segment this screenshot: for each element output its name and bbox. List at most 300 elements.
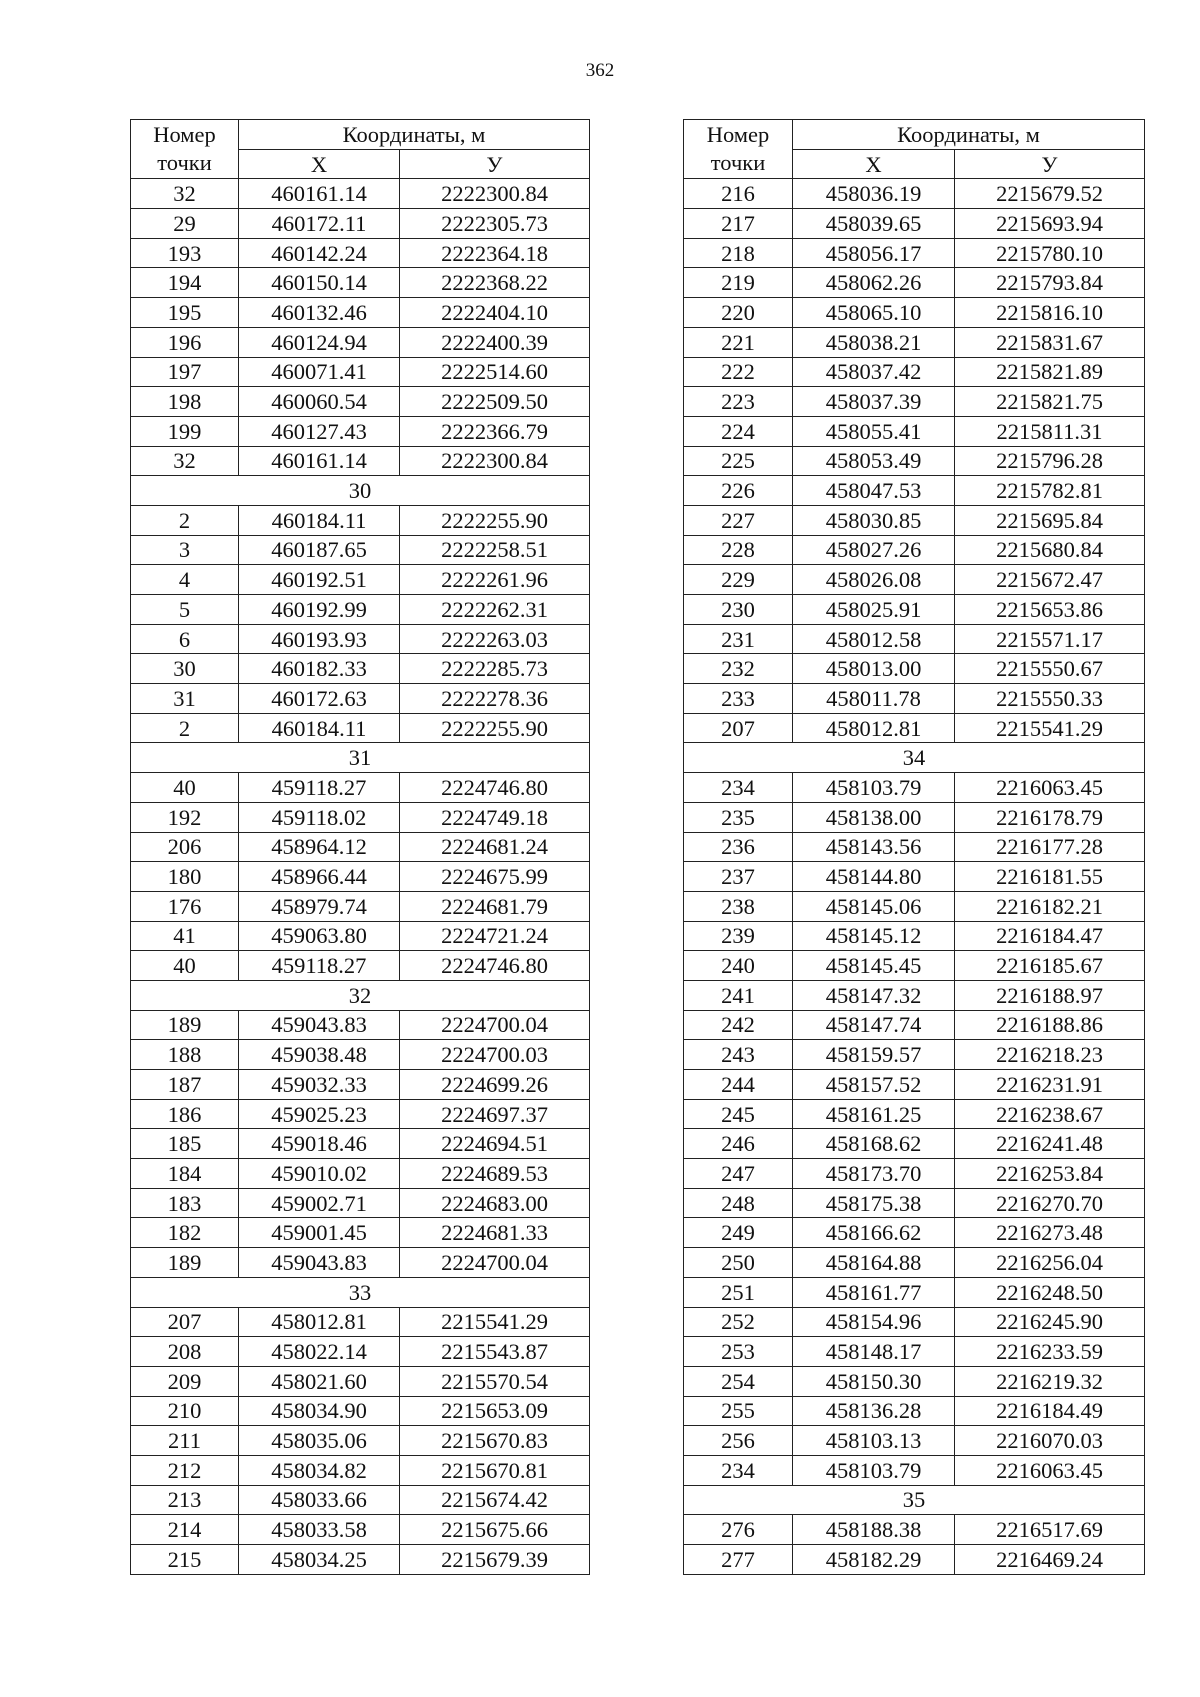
table-row: [684, 238, 1145, 268]
table-row: [131, 1188, 590, 1218]
y-coordinate-cell: 2224749.18: [400, 802, 590, 832]
x-coordinate-cell: 458012.81: [793, 713, 955, 743]
coordinates-table-right: [683, 119, 1145, 1575]
x-coordinate-cell: 460193.93: [239, 624, 400, 654]
section-row: [131, 980, 590, 1010]
point-number-cell: 41: [131, 921, 239, 951]
table-row: [684, 773, 1145, 803]
table-row: [131, 1218, 590, 1248]
section-number: 32: [131, 980, 590, 1010]
y-coordinate-cell: 2222400.39: [400, 327, 590, 357]
y-coordinate-cell: 2222364.18: [400, 238, 590, 268]
x-coordinate-cell: 458037.39: [793, 387, 955, 417]
table-row: [684, 476, 1145, 506]
y-coordinate-cell: 2216469.24: [955, 1545, 1145, 1575]
x-coordinate-cell: 458038.21: [793, 327, 955, 357]
point-number-cell: 243: [684, 1040, 793, 1070]
point-number-cell: 225: [684, 446, 793, 476]
y-coordinate-cell: 2215679.39: [400, 1545, 590, 1575]
table-row: [131, 1515, 590, 1545]
y-coordinate-cell: 2222255.90: [400, 713, 590, 743]
table-row: [131, 773, 590, 803]
table-row: [131, 1248, 590, 1278]
x-coordinate-cell: 458056.17: [793, 238, 955, 268]
y-coordinate-cell: 2215782.81: [955, 476, 1145, 506]
table-row: [684, 1129, 1145, 1159]
y-coordinate-cell: 2215811.31: [955, 416, 1145, 446]
y-coordinate-cell: 2215674.42: [400, 1485, 590, 1515]
table-row: [131, 1307, 590, 1337]
x-coordinate-cell: 458103.13: [793, 1426, 955, 1456]
y-coordinate-cell: 2224681.24: [400, 832, 590, 862]
x-coordinate-cell: 458033.66: [239, 1485, 400, 1515]
x-coordinate-cell: 460184.11: [239, 505, 400, 535]
table-row: [684, 209, 1145, 239]
table-row: [684, 1455, 1145, 1485]
x-coordinate-cell: 458055.41: [793, 416, 955, 446]
point-number-cell: 211: [131, 1426, 239, 1456]
header-x: X: [239, 149, 400, 179]
table-row: [131, 505, 590, 535]
table-row: [684, 1277, 1145, 1307]
point-number-cell: 236: [684, 832, 793, 862]
y-coordinate-cell: 2216218.23: [955, 1040, 1145, 1070]
table-row: [131, 1485, 590, 1515]
x-coordinate-cell: 458161.25: [793, 1099, 955, 1129]
y-coordinate-cell: 2215793.84: [955, 268, 1145, 298]
x-coordinate-cell: 458188.38: [793, 1515, 955, 1545]
section-row: [131, 743, 590, 773]
y-coordinate-cell: 2216248.50: [955, 1277, 1145, 1307]
x-coordinate-cell: 458150.30: [793, 1366, 955, 1396]
table-row: [684, 327, 1145, 357]
y-coordinate-cell: 2222366.79: [400, 416, 590, 446]
point-number-cell: 32: [131, 179, 239, 209]
x-coordinate-cell: 458159.57: [793, 1040, 955, 1070]
point-number-cell: 186: [131, 1099, 239, 1129]
y-coordinate-cell: 2216184.47: [955, 921, 1145, 951]
table-row: [684, 862, 1145, 892]
point-number-cell: 277: [684, 1545, 793, 1575]
point-number-cell: 229: [684, 565, 793, 595]
point-number-cell: 234: [684, 773, 793, 803]
x-coordinate-cell: 460161.14: [239, 446, 400, 476]
point-number-cell: 209: [131, 1366, 239, 1396]
header-point-number: Номер точки: [131, 120, 239, 179]
point-number-cell: 218: [684, 238, 793, 268]
x-coordinate-cell: 460071.41: [239, 357, 400, 387]
point-number-cell: 230: [684, 595, 793, 625]
y-coordinate-cell: 2224694.51: [400, 1129, 590, 1159]
x-coordinate-cell: 459043.83: [239, 1248, 400, 1278]
y-coordinate-cell: 2222300.84: [400, 446, 590, 476]
x-coordinate-cell: 458035.06: [239, 1426, 400, 1456]
table-row: [131, 891, 590, 921]
point-number-cell: 2: [131, 713, 239, 743]
point-number-cell: 228: [684, 535, 793, 565]
table-row: [684, 268, 1145, 298]
table-row: [684, 298, 1145, 328]
x-coordinate-cell: 459118.02: [239, 802, 400, 832]
point-number-cell: 5: [131, 595, 239, 625]
y-coordinate-cell: 2222258.51: [400, 535, 590, 565]
y-coordinate-cell: 2224675.99: [400, 862, 590, 892]
y-coordinate-cell: 2224700.03: [400, 1040, 590, 1070]
y-coordinate-cell: 2215680.84: [955, 535, 1145, 565]
table-row: [684, 1159, 1145, 1189]
y-coordinate-cell: 2222255.90: [400, 505, 590, 535]
x-coordinate-cell: 460192.99: [239, 595, 400, 625]
x-coordinate-cell: 458030.85: [793, 505, 955, 535]
table-row: [684, 1396, 1145, 1426]
x-coordinate-cell: 458175.38: [793, 1188, 955, 1218]
table-row: [131, 1159, 590, 1189]
point-number-cell: 176: [131, 891, 239, 921]
table-row: [131, 1396, 590, 1426]
table-body-right: [684, 179, 1145, 1574]
y-coordinate-cell: 2216181.55: [955, 862, 1145, 892]
table-row: [684, 535, 1145, 565]
x-coordinate-cell: 459118.27: [239, 951, 400, 981]
table-row: [131, 684, 590, 714]
x-coordinate-cell: 458168.62: [793, 1129, 955, 1159]
table-row: [131, 416, 590, 446]
x-coordinate-cell: 458039.65: [793, 209, 955, 239]
point-number-cell: 232: [684, 654, 793, 684]
section-number: 34: [684, 743, 1145, 773]
y-coordinate-cell: 2224681.79: [400, 891, 590, 921]
x-coordinate-cell: 460172.63: [239, 684, 400, 714]
point-number-cell: 207: [684, 713, 793, 743]
point-number-cell: 6: [131, 624, 239, 654]
x-coordinate-cell: 458022.14: [239, 1337, 400, 1367]
table-row: [684, 1218, 1145, 1248]
point-number-cell: 212: [131, 1455, 239, 1485]
y-coordinate-cell: 2222262.31: [400, 595, 590, 625]
x-coordinate-cell: 458033.58: [239, 1515, 400, 1545]
x-coordinate-cell: 460192.51: [239, 565, 400, 595]
y-coordinate-cell: 2222285.73: [400, 654, 590, 684]
section-row: [131, 476, 590, 506]
x-coordinate-cell: 460187.65: [239, 535, 400, 565]
point-number-cell: 222: [684, 357, 793, 387]
table-row: [131, 209, 590, 239]
point-number-cell: 40: [131, 773, 239, 803]
x-coordinate-cell: 458026.08: [793, 565, 955, 595]
table-row: [131, 327, 590, 357]
point-number-cell: 223: [684, 387, 793, 417]
y-coordinate-cell: 2215693.94: [955, 209, 1145, 239]
y-coordinate-cell: 2215672.47: [955, 565, 1145, 595]
point-number-cell: 224: [684, 416, 793, 446]
y-coordinate-cell: 2215570.54: [400, 1366, 590, 1396]
table-row: [684, 595, 1145, 625]
y-coordinate-cell: 2216253.84: [955, 1159, 1145, 1189]
x-coordinate-cell: 460060.54: [239, 387, 400, 417]
y-coordinate-cell: 2224746.80: [400, 773, 590, 803]
table-row: [684, 1010, 1145, 1040]
x-coordinate-cell: 460182.33: [239, 654, 400, 684]
x-coordinate-cell: 459038.48: [239, 1040, 400, 1070]
point-number-cell: 233: [684, 684, 793, 714]
point-number-cell: 189: [131, 1248, 239, 1278]
x-coordinate-cell: 459118.27: [239, 773, 400, 803]
y-coordinate-cell: 2222509.50: [400, 387, 590, 417]
table-row: [684, 1426, 1145, 1456]
y-coordinate-cell: 2215831.67: [955, 327, 1145, 357]
point-number-cell: 221: [684, 327, 793, 357]
y-coordinate-cell: 2215796.28: [955, 446, 1145, 476]
point-number-cell: 210: [131, 1396, 239, 1426]
point-number-cell: 219: [684, 268, 793, 298]
table-row: [684, 713, 1145, 743]
y-coordinate-cell: 2215821.75: [955, 387, 1145, 417]
header-y: У: [955, 149, 1145, 179]
y-coordinate-cell: 2215541.29: [400, 1307, 590, 1337]
y-coordinate-cell: 2215571.17: [955, 624, 1145, 654]
table-row: [131, 535, 590, 565]
y-coordinate-cell: 2216245.90: [955, 1307, 1145, 1337]
x-coordinate-cell: 458034.25: [239, 1545, 400, 1575]
table-row: [131, 1337, 590, 1367]
point-number-cell: 245: [684, 1099, 793, 1129]
x-coordinate-cell: 459001.45: [239, 1218, 400, 1248]
point-number-cell: 193: [131, 238, 239, 268]
y-coordinate-cell: 2224700.04: [400, 1010, 590, 1040]
y-coordinate-cell: 2215695.84: [955, 505, 1145, 535]
table-row: [131, 238, 590, 268]
table-row: [131, 1455, 590, 1485]
x-coordinate-cell: 460161.14: [239, 179, 400, 209]
point-number-cell: 184: [131, 1159, 239, 1189]
y-coordinate-cell: 2224683.00: [400, 1188, 590, 1218]
header-coordinates: Координаты, м: [793, 120, 1145, 150]
x-coordinate-cell: 460150.14: [239, 268, 400, 298]
point-number-cell: 244: [684, 1070, 793, 1100]
table-row: [131, 832, 590, 862]
y-coordinate-cell: 2215653.86: [955, 595, 1145, 625]
y-coordinate-cell: 2222514.60: [400, 357, 590, 387]
x-coordinate-cell: 458964.12: [239, 832, 400, 862]
y-coordinate-cell: 2224700.04: [400, 1248, 590, 1278]
table-row: [684, 951, 1145, 981]
point-number-cell: 188: [131, 1040, 239, 1070]
point-number-cell: 276: [684, 1515, 793, 1545]
point-number-cell: 199: [131, 416, 239, 446]
x-coordinate-cell: 458147.74: [793, 1010, 955, 1040]
point-number-cell: 246: [684, 1129, 793, 1159]
y-coordinate-cell: 2224746.80: [400, 951, 590, 981]
x-coordinate-cell: 460132.46: [239, 298, 400, 328]
x-coordinate-cell: 458037.42: [793, 357, 955, 387]
point-number-cell: 214: [131, 1515, 239, 1545]
x-coordinate-cell: 458143.56: [793, 832, 955, 862]
y-coordinate-cell: 2216273.48: [955, 1218, 1145, 1248]
y-coordinate-cell: 2222261.96: [400, 565, 590, 595]
table-row: [131, 298, 590, 328]
x-coordinate-cell: 458025.91: [793, 595, 955, 625]
point-number-cell: 227: [684, 505, 793, 535]
x-coordinate-cell: 460127.43: [239, 416, 400, 446]
y-coordinate-cell: 2216070.03: [955, 1426, 1145, 1456]
header-x: X: [793, 149, 955, 179]
section-number: 31: [131, 743, 590, 773]
table-row: [131, 951, 590, 981]
point-number-cell: 231: [684, 624, 793, 654]
header-point-number: Номер точки: [684, 120, 793, 179]
x-coordinate-cell: 458166.62: [793, 1218, 955, 1248]
point-number-cell: 195: [131, 298, 239, 328]
y-coordinate-cell: 2216185.67: [955, 951, 1145, 981]
x-coordinate-cell: 458182.29: [793, 1545, 955, 1575]
x-coordinate-cell: 458979.74: [239, 891, 400, 921]
point-number-cell: 32: [131, 446, 239, 476]
table-row: [684, 1366, 1145, 1396]
x-coordinate-cell: 459063.80: [239, 921, 400, 951]
x-coordinate-cell: 458136.28: [793, 1396, 955, 1426]
point-number-cell: 185: [131, 1129, 239, 1159]
y-coordinate-cell: 2222305.73: [400, 209, 590, 239]
x-coordinate-cell: 459002.71: [239, 1188, 400, 1218]
table-row: [131, 268, 590, 298]
table-row: [131, 1426, 590, 1456]
point-number-cell: 182: [131, 1218, 239, 1248]
point-number-cell: 192: [131, 802, 239, 832]
y-coordinate-cell: 2215675.66: [400, 1515, 590, 1545]
x-coordinate-cell: 459018.46: [239, 1129, 400, 1159]
x-coordinate-cell: 458034.90: [239, 1396, 400, 1426]
point-number-cell: 2: [131, 505, 239, 535]
y-coordinate-cell: 2216184.49: [955, 1396, 1145, 1426]
point-number-cell: 197: [131, 357, 239, 387]
point-number-cell: 208: [131, 1337, 239, 1367]
header-y: У: [400, 149, 590, 179]
y-coordinate-cell: 2224689.53: [400, 1159, 590, 1189]
table-row: [684, 1307, 1145, 1337]
point-number-cell: 220: [684, 298, 793, 328]
section-number: 33: [131, 1277, 590, 1307]
table-row: [684, 684, 1145, 714]
point-number-cell: 216: [684, 179, 793, 209]
table-row: [131, 802, 590, 832]
table-row: [684, 802, 1145, 832]
table-row: [684, 446, 1145, 476]
x-coordinate-cell: 458145.06: [793, 891, 955, 921]
y-coordinate-cell: 2215550.67: [955, 654, 1145, 684]
table-row: [131, 1040, 590, 1070]
y-coordinate-cell: 2215780.10: [955, 238, 1145, 268]
x-coordinate-cell: 460184.11: [239, 713, 400, 743]
x-coordinate-cell: 458138.00: [793, 802, 955, 832]
table-row: [684, 1337, 1145, 1367]
y-coordinate-cell: 2216238.67: [955, 1099, 1145, 1129]
x-coordinate-cell: 458154.96: [793, 1307, 955, 1337]
x-coordinate-cell: 458145.45: [793, 951, 955, 981]
y-coordinate-cell: 2216178.79: [955, 802, 1145, 832]
point-number-cell: 255: [684, 1396, 793, 1426]
point-number-cell: 250: [684, 1248, 793, 1278]
table-row: [131, 1129, 590, 1159]
y-coordinate-cell: 2222300.84: [400, 179, 590, 209]
table-row: [684, 416, 1145, 446]
y-coordinate-cell: 2216233.59: [955, 1337, 1145, 1367]
y-coordinate-cell: 2216177.28: [955, 832, 1145, 862]
point-number-cell: 241: [684, 980, 793, 1010]
y-coordinate-cell: 2215550.33: [955, 684, 1145, 714]
table-row: [684, 1040, 1145, 1070]
x-coordinate-cell: 458161.77: [793, 1277, 955, 1307]
x-coordinate-cell: 459043.83: [239, 1010, 400, 1040]
x-coordinate-cell: 460142.24: [239, 238, 400, 268]
point-number-cell: 180: [131, 862, 239, 892]
x-coordinate-cell: 460124.94: [239, 327, 400, 357]
x-coordinate-cell: 458164.88: [793, 1248, 955, 1278]
point-number-cell: 252: [684, 1307, 793, 1337]
y-coordinate-cell: 2222404.10: [400, 298, 590, 328]
table-row: [131, 1366, 590, 1396]
y-coordinate-cell: 2222278.36: [400, 684, 590, 714]
y-coordinate-cell: 2216270.70: [955, 1188, 1145, 1218]
table-row: [684, 179, 1145, 209]
table-row: [131, 1010, 590, 1040]
table-row: [131, 179, 590, 209]
y-coordinate-cell: 2224681.33: [400, 1218, 590, 1248]
point-number-cell: 29: [131, 209, 239, 239]
point-number-cell: 238: [684, 891, 793, 921]
table-row: [684, 980, 1145, 1010]
point-number-cell: 4: [131, 565, 239, 595]
y-coordinate-cell: 2216182.21: [955, 891, 1145, 921]
y-coordinate-cell: 2216256.04: [955, 1248, 1145, 1278]
table-row: [684, 357, 1145, 387]
y-coordinate-cell: 2224697.37: [400, 1099, 590, 1129]
x-coordinate-cell: 458034.82: [239, 1455, 400, 1485]
y-coordinate-cell: 2215541.29: [955, 713, 1145, 743]
coordinates-table-left: [130, 119, 590, 1575]
point-number-cell: 30: [131, 654, 239, 684]
y-coordinate-cell: 2224721.24: [400, 921, 590, 951]
point-number-cell: 253: [684, 1337, 793, 1367]
point-number-cell: 248: [684, 1188, 793, 1218]
table-row: [131, 595, 590, 625]
table-body-left: [131, 179, 590, 1574]
table-row: [131, 565, 590, 595]
table-row: [684, 891, 1145, 921]
table-row: [684, 654, 1145, 684]
table-row: [131, 624, 590, 654]
x-coordinate-cell: 459025.23: [239, 1099, 400, 1129]
table-row: [684, 921, 1145, 951]
table-row: [131, 921, 590, 951]
point-number-cell: 183: [131, 1188, 239, 1218]
x-coordinate-cell: 458147.32: [793, 980, 955, 1010]
table-row: [131, 1545, 590, 1575]
y-coordinate-cell: 2215543.87: [400, 1337, 590, 1367]
table-row: [684, 1515, 1145, 1545]
point-number-cell: 189: [131, 1010, 239, 1040]
table-row: [131, 713, 590, 743]
x-coordinate-cell: 458027.26: [793, 535, 955, 565]
x-coordinate-cell: 458148.17: [793, 1337, 955, 1367]
x-coordinate-cell: 458103.79: [793, 1455, 955, 1485]
point-number-cell: 226: [684, 476, 793, 506]
point-number-cell: 237: [684, 862, 793, 892]
table-row: [684, 1188, 1145, 1218]
x-coordinate-cell: 458966.44: [239, 862, 400, 892]
point-number-cell: 198: [131, 387, 239, 417]
section-number: 35: [684, 1485, 1145, 1515]
table-row: [131, 387, 590, 417]
